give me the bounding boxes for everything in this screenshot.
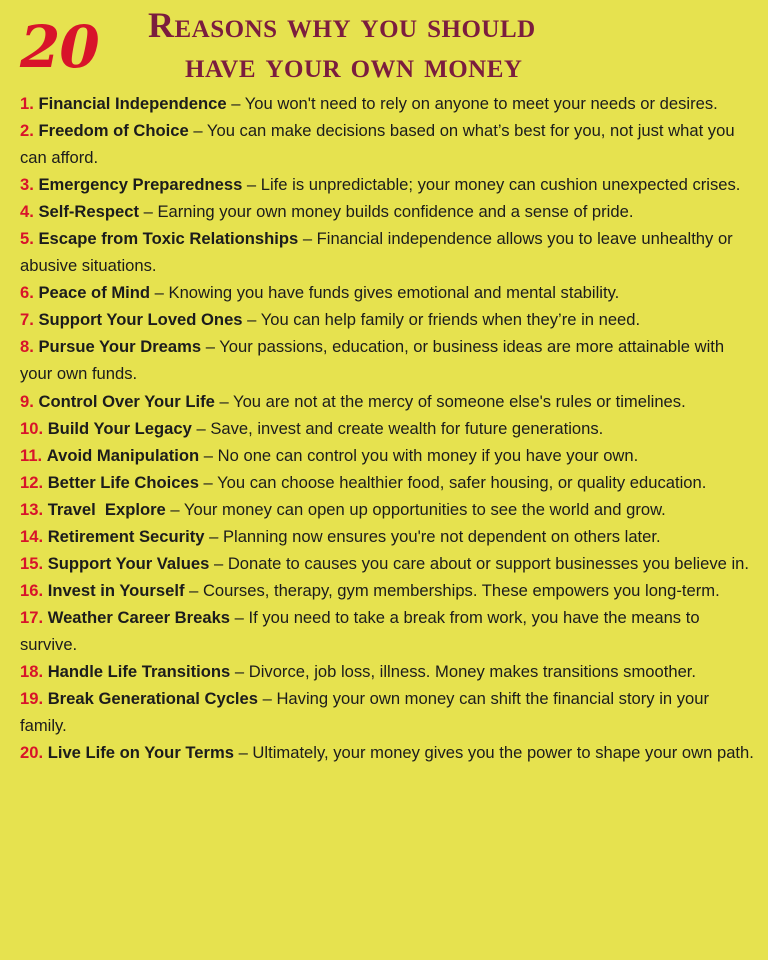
item-text: Financial independence allows you to leave unhealthy or abusive situations.: [20, 229, 733, 276]
item-separator: –: [298, 229, 317, 249]
item-separator: –: [201, 337, 220, 357]
item-separator: –: [209, 553, 228, 573]
item-text: Life is unpredictable; your money can cushion unexpected crises.: [260, 175, 741, 195]
item-number: 3.: [20, 175, 34, 195]
item-label: Live Life on Your Terms: [47, 743, 234, 763]
item-separator: –: [230, 661, 249, 681]
item-number: 13.: [20, 499, 44, 519]
title-line-1: Reasons why you should: [148, 5, 536, 45]
list-item: [20, 279, 755, 306]
list-item: [20, 117, 755, 171]
item-number: 15.: [20, 553, 44, 573]
item-separator: –: [184, 580, 203, 600]
item-number: 20.: [20, 743, 44, 763]
list-item: [20, 90, 755, 117]
item-text: Having your own money can shift the financial story in your family.: [20, 689, 710, 736]
item-separator: –: [258, 689, 277, 709]
item-number: 19.: [20, 689, 44, 709]
title-line-2: have your own money: [185, 45, 523, 85]
item-separator: –: [242, 310, 261, 330]
item-label: Peace of Mind: [38, 283, 151, 303]
item-text: You can choose healthier food, safer housing, or quality education.: [217, 472, 707, 492]
item-label: Invest in Yourself: [47, 580, 185, 600]
item-label: Better Life Choices: [47, 472, 199, 492]
list-item: [20, 523, 755, 550]
item-label: Handle Life Transitions: [47, 661, 231, 681]
item-separator: –: [233, 743, 253, 763]
item-text: Courses, therapy, gym memberships. These empowers you long-term.: [202, 580, 720, 600]
item-text: Divorce, job loss, illness. Money makes transitions smoother.: [248, 661, 697, 681]
item-label: Self-Respect: [38, 202, 139, 222]
item-label: Control Over Your Life: [38, 391, 215, 411]
list-item: [20, 550, 755, 577]
item-label: Avoid Manipulation: [46, 445, 200, 465]
item-separator: –: [198, 472, 218, 492]
item-label: Retirement Security: [47, 526, 205, 546]
item-label: Support Your Loved Ones: [38, 310, 243, 330]
item-number: 9.: [20, 391, 34, 411]
item-text: Ultimately, your money gives you the power to shape your own path.: [252, 743, 754, 763]
item-separator: –: [139, 202, 158, 222]
item-separator: –: [165, 499, 184, 519]
item-text: You can make decisions based on what’s best for you, not just what you can afford.: [20, 121, 735, 168]
item-number: 17.: [20, 607, 44, 627]
item-text: No one can control you with money if you have your own.: [217, 445, 639, 465]
list-item: [20, 333, 755, 387]
item-separator: –: [191, 418, 211, 438]
item-label: Financial Independence: [38, 94, 227, 113]
item-number: 8.: [20, 337, 34, 357]
item-label: Freedom of Choice: [38, 121, 189, 141]
list-item: [20, 306, 755, 333]
list-item: [20, 604, 755, 658]
item-separator: –: [214, 391, 234, 411]
item-separator: –: [150, 283, 169, 303]
item-text: Save, invest and create wealth for future generations.: [210, 418, 604, 438]
list-item: [20, 658, 755, 685]
item-label: Travel Explore: [47, 499, 166, 519]
item-number: 4.: [20, 202, 34, 222]
list-item: [20, 415, 755, 442]
item-number: 11.: [20, 445, 43, 465]
list-item: [20, 225, 755, 279]
item-separator: –: [230, 607, 249, 627]
item-text: You are not at the mercy of someone else's rules or timelines.: [233, 391, 686, 411]
item-text: Donate to causes you care about or support businesses you believe in.: [227, 553, 750, 573]
item-label: Build Your Legacy: [47, 418, 192, 438]
item-text: Planning now ensures you're not dependent on others later.: [222, 526, 661, 546]
item-label: Break Generational Cycles: [47, 689, 258, 709]
header: [0, 0, 768, 92]
item-number: 12.: [20, 472, 44, 492]
title-number: 20: [20, 13, 99, 81]
item-text: You can help family or friends when they’re in need.: [260, 310, 641, 330]
reasons-list: [20, 90, 755, 766]
item-number: 16.: [20, 580, 44, 600]
list-item: [20, 739, 755, 766]
item-text: Your money can open up opportunities to see the world and grow.: [183, 499, 666, 519]
item-label: Weather Career Breaks: [47, 607, 231, 627]
list-item: [20, 388, 755, 415]
item-number: 7.: [20, 310, 34, 330]
item-label: Escape from Toxic Relationships: [38, 229, 299, 249]
list-item: [20, 469, 755, 496]
list-item: [20, 171, 755, 198]
item-text: Knowing you have funds gives emotional and mental stability.: [168, 283, 620, 303]
item-separator: –: [242, 175, 261, 195]
item-separator: –: [188, 121, 207, 141]
item-number: 1.: [20, 94, 34, 113]
item-separator: –: [204, 526, 223, 546]
item-number: 6.: [20, 283, 34, 303]
item-number: 2.: [20, 121, 34, 141]
list-item: [20, 496, 755, 523]
item-text: You won't need to rely on anyone to meet your needs or desires.: [244, 94, 718, 113]
item-separator: –: [226, 94, 245, 113]
list-item: [20, 577, 755, 604]
list-item: [20, 198, 755, 225]
item-separator: –: [199, 445, 218, 465]
item-number: 18.: [20, 661, 44, 681]
item-text: Earning your own money builds confidence and a sense of pride.: [157, 202, 634, 222]
item-text: Your passions, education, or business ideas are more attainable with your own funds.: [20, 337, 725, 384]
item-text: If you need to take a break from work, you have the means to survive.: [20, 607, 700, 654]
item-label: Pursue Your Dreams: [38, 337, 202, 357]
item-label: Support Your Values: [47, 553, 210, 573]
item-number: 14.: [20, 526, 44, 546]
item-number: 5.: [20, 229, 34, 249]
item-label: Emergency Preparedness: [38, 175, 243, 195]
list-item: [20, 685, 755, 739]
item-number: 10.: [20, 418, 44, 438]
list-item: [20, 442, 755, 469]
